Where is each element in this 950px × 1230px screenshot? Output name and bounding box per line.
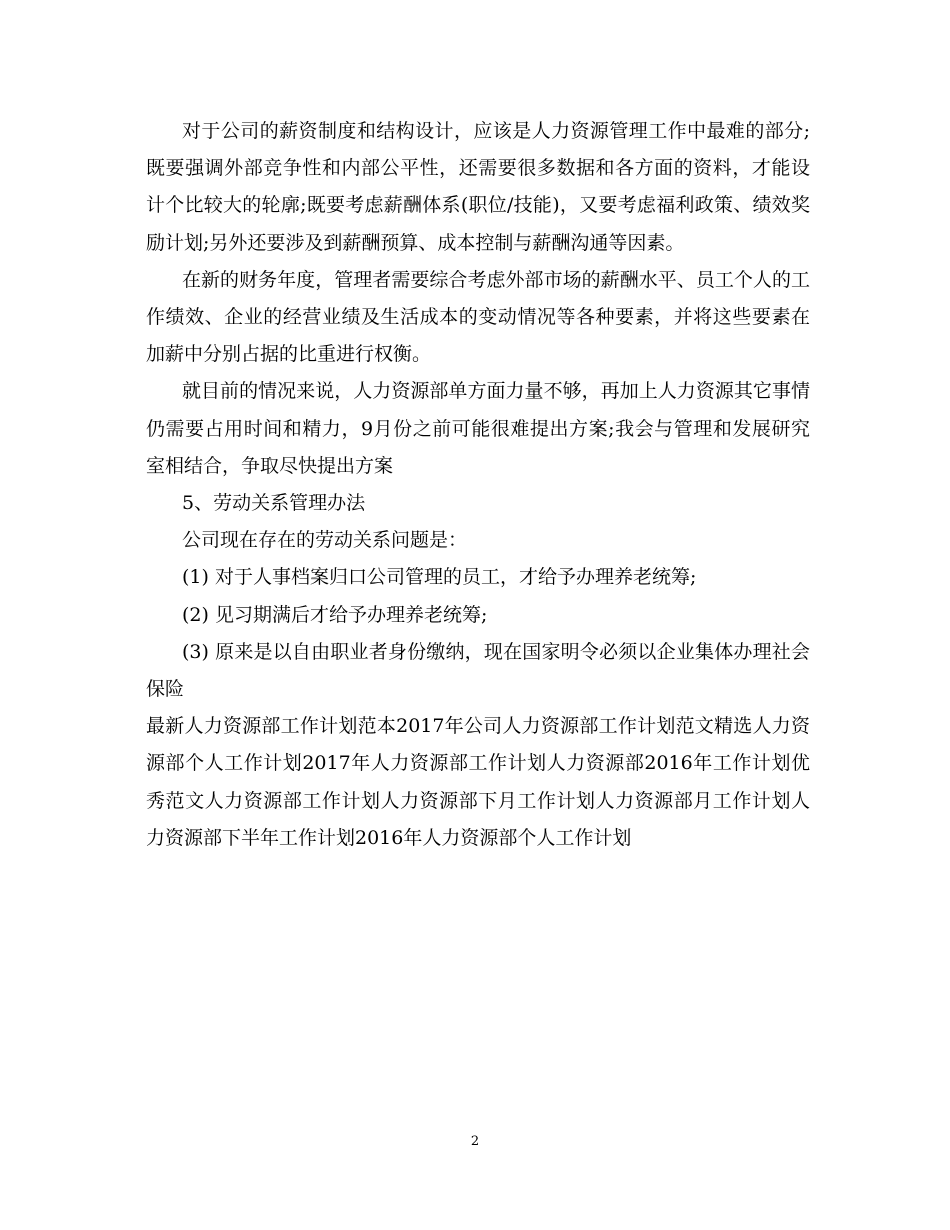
list-item-1: (1) 对于人事档案归口公司管理的员工，才给予办理养老统筹; — [182, 566, 697, 589]
list-item-2: (2) 见习期满后才给予办理养老统筹; — [182, 603, 488, 626]
related-links-text: 最新人力资源部工作计划范本2017年公司人力资源部工作计划范文精选人力资源部个人工作计划2017年人力资源部工作计划人力资源部2016年工作计划优秀范文人力资源部工作计划人力资源部下月工作计划人力资源部月工作计划人力资源部下半年工作计划2016年人力资源部个人工作计划 — [146, 715, 810, 849]
page-number: 2 — [470, 1134, 480, 1149]
paragraph-fiscal-year: 在新的财务年度，管理者需要综合考虑外部市场的薪酬水平、员工个人的工作绩效、企业的经营业绩及生活成本的变动情况等各种要素，并将这些要素在加薪中分别占据的比重进行权衡。 — [146, 268, 810, 366]
section-heading-labor-relations: 5、劳动关系管理办法 — [182, 492, 366, 515]
paragraph-current-situation: 就目前的情况来说，人力资源部单方面力量不够，再加上人力资源其它事情仍需要占用时间和精力，9月份之前可能很难提出方案;我会与管理和发展研究室相结合，争取尽快提出方案 — [146, 380, 810, 477]
document-body — [146, 113, 810, 857]
list-item-3: (3) 原来是以自由职业者身份缴纳，现在国家明令必须以企业集体办理社会保险 — [146, 640, 810, 701]
paragraph-issues-intro: 公司现在存在的劳动关系问题是： — [182, 529, 468, 552]
paragraph-salary-design: 对于公司的薪资制度和结构设计，应该是人力资源管理工作中最难的部分;既要强调外部竞争性和内部公平性，还需要很多数据和各方面的资料，才能设计个比较大的轮廓;既要考虑薪酬体系(职位/技能)，又要考虑福利政策、绩效奖励计划;另外还要涉及到薪酬预算、成本控制与薪酬沟通等因素。 — [146, 120, 810, 254]
